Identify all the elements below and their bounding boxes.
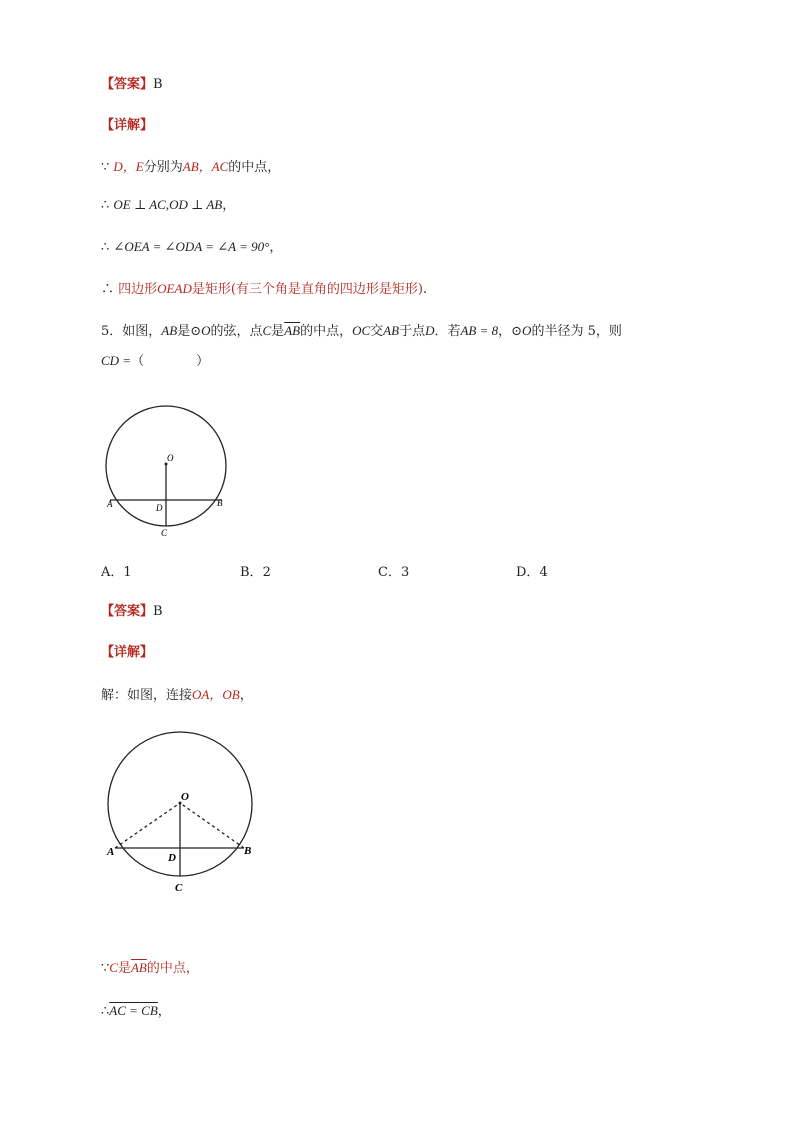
step-text: ， [222, 198, 236, 213]
q-text: ，⊙ [498, 324, 523, 339]
detail-line-1 [101, 117, 153, 135]
label-b: B [217, 498, 223, 508]
answer-label: 【答案】 [101, 77, 154, 92]
figure-1-circle-diagram [100, 402, 240, 542]
figure-2-circle-diagram [100, 727, 275, 902]
option-letter: A． [101, 565, 124, 580]
label-o: O [181, 791, 189, 803]
q-math: AB [383, 323, 400, 338]
q-text: 的半径为 5，则 [531, 324, 622, 339]
label-a: A [107, 846, 115, 858]
perpendicular-statement: OE ⊥ AC,OD ⊥ AB [113, 197, 223, 212]
option-letter: B． [240, 565, 263, 580]
therefore-symbol: ∴ [101, 1004, 110, 1019]
step-line-3 [101, 238, 282, 257]
option-value: 3 [400, 565, 410, 580]
q-text: 是⊙ [177, 324, 202, 339]
segments-ab-ac: AB，AC [182, 159, 229, 174]
solution-text: 解：如图，连接 [101, 688, 193, 703]
step-text: . [423, 282, 428, 297]
answer-label: 【答案】 [101, 604, 154, 619]
option-a[interactable] [101, 564, 132, 582]
label-d: D [168, 852, 176, 864]
step-text: 分别为 [143, 160, 183, 175]
q-text: 的弦，点 [210, 324, 263, 339]
answer-blank: （ ） [131, 354, 210, 369]
q-math: CD = [101, 353, 132, 368]
answer-value: B [153, 604, 163, 619]
detail-label: 【详解】 [101, 118, 154, 133]
q-text: ．若 [434, 324, 461, 339]
label-a: A [107, 499, 113, 509]
q-math: O [522, 323, 532, 338]
label-o: O [167, 453, 174, 463]
answer-value: B [153, 77, 163, 92]
q-text: 交 [370, 324, 384, 339]
label-c: C [161, 528, 168, 538]
step-text: 的中点， [228, 160, 281, 175]
angle-statement: ∠OEA = ∠ODA = ∠A = 90° [113, 239, 270, 254]
detail-line-2 [101, 644, 153, 662]
label-b: B [244, 845, 252, 857]
q-text: 于点 [399, 324, 426, 339]
arc-equality: AC = CB [109, 1003, 158, 1018]
q-math: O [201, 323, 211, 338]
step-line-4 [101, 280, 427, 299]
q-text: 如图， [122, 324, 162, 339]
answer-line-1 [101, 76, 163, 94]
segment-ob-dashed [180, 803, 244, 848]
option-value: 1 [123, 565, 132, 580]
option-value: 2 [262, 565, 271, 580]
label-d: D [156, 503, 163, 513]
option-letter: C． [378, 565, 401, 580]
q-math: AB [161, 323, 178, 338]
quadrilateral-name: OEAD [157, 281, 192, 296]
segments-oa-ob: OA，OB [192, 687, 240, 702]
step-text: ， [157, 1004, 171, 1019]
question-5-line-2 [101, 352, 209, 371]
q-math: D [425, 323, 435, 338]
option-d[interactable] [516, 564, 548, 582]
point-c: C [109, 960, 118, 975]
step-text: 是矩形(有三个角是直角的四边形是矩形) [191, 282, 423, 297]
label-c: C [175, 882, 183, 894]
option-b[interactable] [240, 564, 271, 582]
step-text: ， [269, 240, 283, 255]
option-value: 4 [539, 565, 548, 580]
step-line-1 [101, 158, 280, 177]
option-c[interactable] [378, 564, 409, 582]
step-text: 四边形 [118, 282, 158, 297]
q-text: 是 [271, 324, 285, 339]
arc-ab: $\overline{AB}$ [130, 960, 147, 975]
q-math: OC [352, 323, 371, 338]
step-line-2 [101, 196, 235, 215]
step-line-6 [101, 1002, 171, 1021]
solution-line [101, 686, 253, 705]
answer-line-2 [101, 603, 163, 621]
question-number: 5． [101, 324, 123, 339]
therefore-symbol: ∴ [101, 282, 115, 297]
solution-text: ， [239, 688, 253, 703]
because-symbol: ∵ [101, 160, 110, 175]
step-text: 是 [117, 961, 131, 976]
points-de: D，E [113, 159, 144, 174]
segment-oa-dashed [115, 803, 180, 848]
because-symbol: ∵ [101, 961, 110, 976]
therefore-symbol: ∴ [101, 198, 110, 213]
q-arc: $\overline{AB}$ [284, 323, 301, 338]
step-text: 的中点， [146, 961, 199, 976]
option-letter: D． [516, 565, 540, 580]
detail-label: 【详解】 [101, 645, 154, 660]
q-math: AB = 8 [460, 323, 499, 338]
q-text: 的中点， [300, 324, 353, 339]
question-5-line-1 [101, 322, 622, 341]
step-line-5 [101, 959, 199, 978]
therefore-symbol: ∴ [101, 240, 110, 255]
q-math: C [262, 323, 272, 338]
